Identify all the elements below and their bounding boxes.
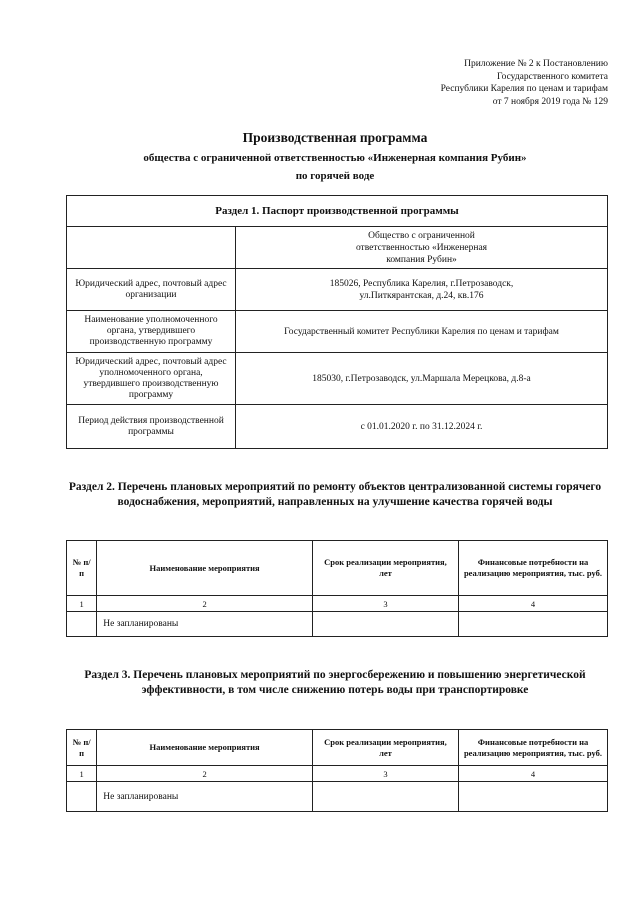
section3-table xyxy=(66,729,608,812)
column-number: 3 xyxy=(312,766,458,782)
column-header: Финансовые потребности на реализацию мероприятия, тыс. руб. xyxy=(459,730,608,766)
title-subtitle-2: по горячей воде xyxy=(295,170,375,182)
section2-title: Раздел 2. Перечень плановых мероприятий по ремонту объектов централизованной системы горячего водоснабжения, мероприятий, направленных на улучшение качества горячей воды xyxy=(68,481,602,508)
column-number: 2 xyxy=(97,766,313,782)
appendix-line: Государственного комитета xyxy=(496,71,608,82)
passport-label: Юридический адрес, почтовый адрес организации xyxy=(67,269,236,311)
column-header: Наименование мероприятия xyxy=(97,730,313,766)
appendix-line: от 7 ноября 2019 года № 129 xyxy=(492,96,608,107)
section3-title: Раздел 3. Перечень плановых мероприятий по энергосбережению и повышению энергетической эффективности, в том числе снижению потерь воды при транспортировке xyxy=(84,669,586,696)
passport-label-empty xyxy=(67,227,236,269)
table-cell xyxy=(459,782,608,812)
column-header: Финансовые потребности на реализацию мероприятия, тыс. руб. xyxy=(459,541,608,596)
column-header: Наименование мероприятия xyxy=(97,541,313,596)
table-row-text: Не запланированы xyxy=(97,782,313,812)
column-number: 3 xyxy=(312,596,458,612)
passport-label: Период действия производственной программы xyxy=(67,405,236,449)
table-cell xyxy=(67,612,97,637)
appendix-note xyxy=(348,58,608,108)
column-header: № п/п xyxy=(67,541,97,596)
column-number: 2 xyxy=(97,596,313,612)
passport-value: Государственный комитет Республики Карелия по ценам и тарифам xyxy=(236,311,608,353)
table-cell xyxy=(67,782,97,812)
table-row-text: Не запланированы xyxy=(97,612,313,637)
document-title xyxy=(60,130,610,182)
column-header: № п/п xyxy=(67,730,97,766)
passport-table xyxy=(66,195,608,449)
column-number: 1 xyxy=(67,766,97,782)
column-number: 1 xyxy=(67,596,97,612)
passport-header: Раздел 1. Паспорт производственной программы xyxy=(67,196,608,227)
passport-value: с 01.01.2020 г. по 31.12.2024 г. xyxy=(236,405,608,449)
table-cell xyxy=(459,612,608,637)
passport-org-name: Общество с ограниченной ответственностью «Инженерная компания Рубин» xyxy=(236,227,608,269)
column-number: 4 xyxy=(459,766,608,782)
column-number: 4 xyxy=(459,596,608,612)
column-header: Срок реализации мероприятия, лет xyxy=(312,730,458,766)
table-cell xyxy=(312,782,458,812)
table-cell xyxy=(312,612,458,637)
passport-label: Наименование уполномоченного органа, утвердившего производственную программу xyxy=(67,311,236,353)
passport-value: 185026, Республика Карелия, г.Петрозаводск, ул.Питкярантская, д.24, кв.176 xyxy=(236,269,608,311)
title-subtitle: общества с ограниченной ответственностью «Инженерная компания Рубин» xyxy=(143,152,527,164)
title-main: Производственная программа xyxy=(242,130,428,145)
column-header: Срок реализации мероприятия, лет xyxy=(312,541,458,596)
section2-table xyxy=(66,540,608,637)
appendix-line: Республики Карелия по ценам и тарифам xyxy=(440,84,608,94)
passport-value: 185030, г.Петрозаводск, ул.Маршала Мерецкова, д.8-а xyxy=(236,353,608,405)
appendix-line: Приложение № 2 к Постановлению xyxy=(464,59,608,69)
passport-label: Юридический адрес, почтовый адрес уполномоченного органа, утвердившего производственную программу xyxy=(67,353,236,405)
